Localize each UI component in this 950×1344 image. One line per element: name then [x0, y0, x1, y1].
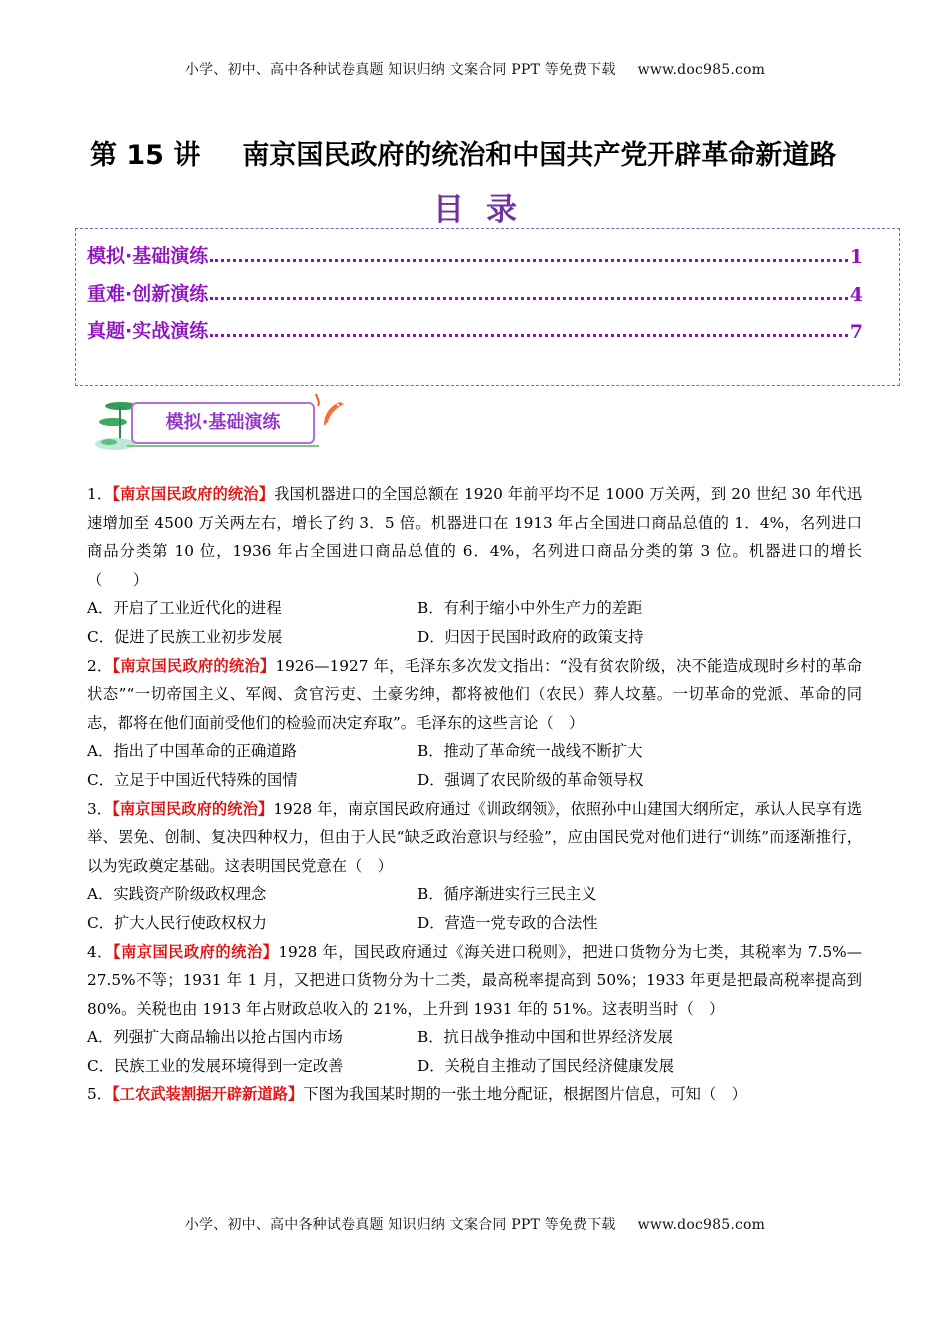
- question-number: 3．: [87, 799, 113, 818]
- header-text: 小学、初中、高中各种试卷真题 知识归纳 文案合同 PPT 等免费下载: [184, 62, 616, 78]
- option-row: [87, 623, 862, 652]
- toc-leader-dots: [210, 333, 848, 337]
- section-banner: [95, 392, 345, 452]
- toc-item-page: 1: [849, 246, 863, 268]
- option-row: [87, 1023, 862, 1052]
- footer-url[interactable]: www.doc985.com: [637, 1217, 766, 1233]
- toc-item-page: 4: [849, 284, 863, 306]
- banner-label: 模拟·基础演练: [165, 412, 281, 433]
- toc-heading: 目录: [433, 192, 539, 228]
- question-number: 2．: [87, 656, 113, 675]
- option-c[interactable]: C．扩大人民行使政权权力: [87, 913, 267, 932]
- question-number: 4．: [87, 942, 113, 961]
- toc-item-basic[interactable]: [87, 240, 863, 268]
- question-topic-tag: 【南京国民政府的统治】: [112, 656, 276, 675]
- option-b[interactable]: B．推动了革命统一战线不断扩大: [417, 742, 643, 761]
- question-text: 1928 年，国民政府通过《海关进口税则》，把进口货物分为七类，其税率为 7.5%—27.5%不等；1931 年 1 月，又把进口货物分为十二类，最高税率提高到 50%；1933 年更是把最高税率提高到 80%。关税也由 1913 年占财政总收入的 21%，上升到 1931 年的 51%。这表明当时（ ）: [87, 942, 863, 1018]
- option-a[interactable]: A．实践资产阶级政权理念: [87, 885, 267, 904]
- question-list: [87, 480, 862, 1109]
- option-b[interactable]: B．抗日战争推动中国和世界经济发展: [417, 1028, 673, 1047]
- question-stem: [87, 652, 862, 738]
- option-d[interactable]: D．营造一党专政的合法性: [417, 913, 598, 932]
- lesson-title: [90, 133, 870, 172]
- option-d[interactable]: D．关税自主推动了国民经济健康发展: [417, 1056, 675, 1075]
- toc-item-advanced[interactable]: [87, 278, 863, 306]
- toc-leader-dots: [210, 296, 848, 300]
- question-stem: [87, 1080, 862, 1109]
- option-row: [87, 594, 862, 623]
- page-footer: [0, 1214, 950, 1234]
- question-topic-tag: 【南京国民政府的统治】: [112, 942, 279, 961]
- toc-item-label: 重难·创新演练: [87, 283, 209, 305]
- toc-item-real-exam[interactable]: [87, 315, 863, 343]
- footer-text: 小学、初中、高中各种试卷真题 知识归纳 文案合同 PPT 等免费下载: [184, 1217, 616, 1233]
- question-5: [87, 1080, 862, 1109]
- option-row: [87, 737, 862, 766]
- toc-item-label: 真题·实战演练: [87, 320, 209, 342]
- lesson-name: 南京国民政府的统治和中国共产党开辟革命新道路: [242, 140, 837, 171]
- question-3: [87, 795, 862, 938]
- question-2: [87, 652, 862, 795]
- lesson-number: 第 15 讲: [90, 140, 201, 171]
- question-stem: [87, 795, 862, 881]
- koi-fish-icon: [310, 392, 346, 432]
- option-b[interactable]: B．有利于缩小中外生产力的差距: [417, 599, 643, 618]
- header-url[interactable]: www.doc985.com: [637, 62, 766, 78]
- question-text: 下图为我国某时期的一张土地分配证，根据图片信息，可知（ ）: [303, 1085, 747, 1104]
- table-of-contents: [75, 228, 900, 386]
- question-topic-tag: 【南京国民政府的统治】: [112, 799, 274, 818]
- option-c[interactable]: C．促进了民族工业初步发展: [87, 627, 283, 646]
- toc-leader-dots: [210, 258, 848, 262]
- option-row: [87, 1052, 862, 1081]
- question-text: 我国机器进口的全国总额在 1920 年前平均不足 1000 万关两，到 20 世纪 30 年代迅速增加至 4500 万关两左右，增长了约 3．5 倍。机器进口在 1913 年占全国进口商品总值的 1．4%，名列进口商品分类第 10 位，1936 年占全国进口商品总值的 6．4%，名列进口商品分类的第 3 位。机器进口的增长（ ）: [87, 485, 862, 589]
- question-4: [87, 938, 862, 1081]
- option-row: [87, 909, 862, 938]
- page-header: [0, 59, 950, 79]
- question-stem: [87, 938, 862, 1024]
- question-number: 1．: [87, 485, 113, 503]
- option-c[interactable]: C．民族工业的发展环境得到一定改善: [87, 1056, 344, 1075]
- question-text: 1926—1927 年，毛泽东多次发文指出：“没有贫农阶级，决不能造成现时乡村的革命状态”“一切帝国主义、军阀、贪官污吏、土豪劣绅，都将被他们（农民）葬人坟墓。一切革命的党派、革命的同志，都将在他们面前受他们的检验而决定弃取”。毛泽东的这些言论（ ）: [87, 656, 862, 732]
- option-row: [87, 880, 862, 909]
- option-a[interactable]: A．列强扩大商品输出以抢占国内市场: [87, 1028, 343, 1047]
- option-d[interactable]: D．归因于民国时政府的政策支持: [417, 627, 644, 646]
- option-a[interactable]: A．指出了中国革命的正确道路: [87, 742, 297, 761]
- toc-item-page: 7: [849, 321, 863, 343]
- question-topic-tag: 【南京国民政府的统治】: [112, 485, 275, 503]
- question-number: 5．: [87, 1085, 113, 1104]
- question-1: [87, 480, 862, 652]
- option-d[interactable]: D．强调了农民阶级的革命领导权: [417, 770, 644, 789]
- question-topic-tag: 【工农武装割据开辟新道路】: [112, 1085, 304, 1104]
- option-row: [87, 766, 862, 795]
- question-stem: [87, 480, 862, 594]
- option-c[interactable]: C．立足于中国近代特殊的国情: [87, 770, 298, 789]
- question-text: 1928 年，南京国民政府通过《训政纲领》，依照孙中山建国大纲所定，承认人民享有选举、罢免、创制、复决四种权力，但由于人民“缺乏政治意识与经验”，应由国民党对他们进行“训练”而逐渐推行，以为宪政奠定基础。这表明国民党意在（ ）: [87, 799, 862, 875]
- toc-item-label: 模拟·基础演练: [87, 245, 209, 267]
- option-b[interactable]: B．循序渐进实行三民主义: [417, 885, 597, 904]
- option-a[interactable]: A．开启了工业近代化的进程: [87, 599, 282, 618]
